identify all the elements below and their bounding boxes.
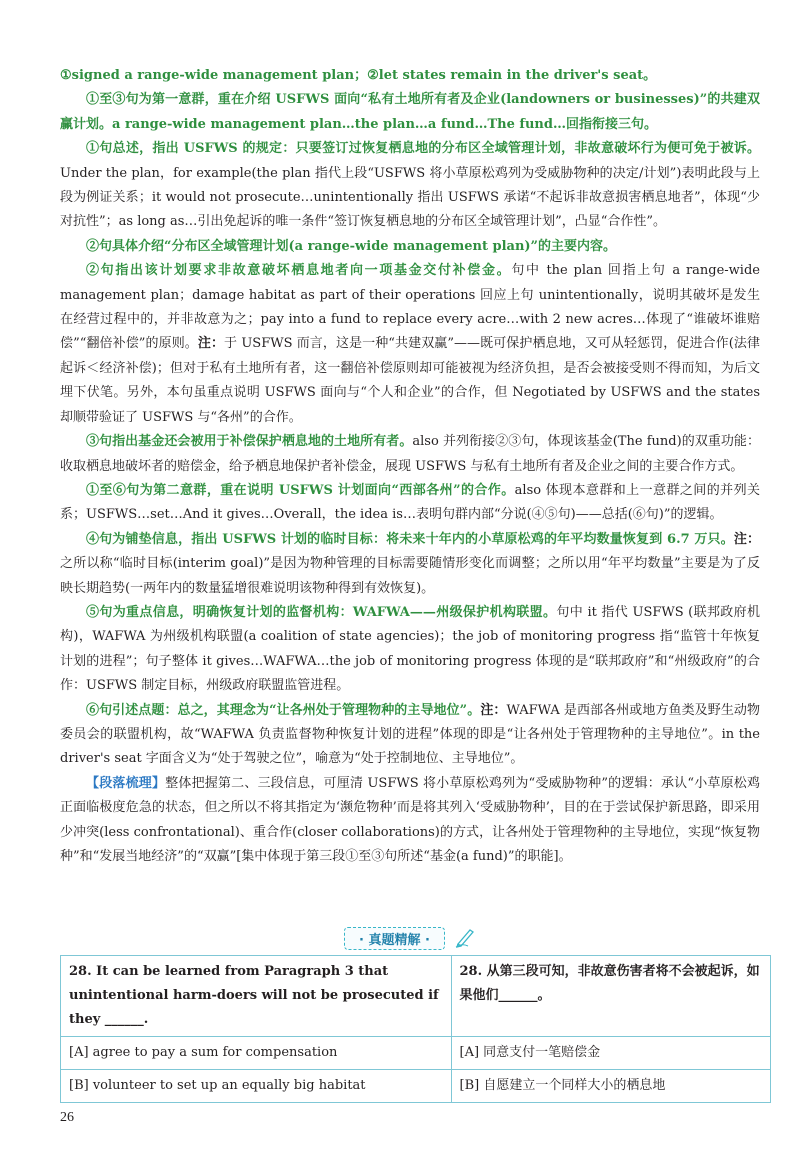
paragraph-keywords: ①signed a range-wide management plan；②let states remain in the driver's seat。 (60, 68, 657, 83)
paragraph-summary: 【段落梳理】整体把握第二、三段信息，可厘清 USFWS 将小草原松鸡列为“受威胁物种”的逻辑：承认“小草原松鸡正面临极度危急的状态，但之所以不将其指定为‘濒危物种’而是将其列入‘受威胁物种’，目的在于尝试保护新思路，即采用少冲突(less confrontational)、重合作(closer collaborations)的方式，让各州处于管理物种的主导地位，实现“恢复物种”和“发展当地经济”的“双赢”[集中体现于第三段①至③句所述“基金(a fund)”的职能]。 (60, 775, 760, 864)
paragraph-s5: ⑤句为重点信息，明确恢复计划的监督机构：WAFWA——州级保护机构联盟。句中 it 指代 USFWS (联邦政府机构)，WAFWA 为州级机构联盟(a coalition of state agencies)；the job of monitoring progress 指“监管十年恢复计划的进程”；句子整体 it gives…WAFWA…the job of monitoring progress 体现的是“联邦政府”和“州级政府”的合作：USFWS 制定目标，州级政府联盟监管进程。 (60, 604, 760, 694)
option-row (61, 1070, 771, 1103)
option-a-cn: [A] 同意支付一笔赔偿金 (451, 1037, 771, 1070)
paragraph-group1-intro: ①至③句为第一意群，重在介绍 USFWS 面向“私有土地所有者及企业(landowners or businesses)”的共建双赢计划。a range-wide management plan…the plan…a fund…The fund…回指衔接三句。 (60, 92, 760, 132)
option-b-en: [B] volunteer to set up an equally big habitat (61, 1070, 452, 1103)
section-title-label: · 真题精解 · (344, 927, 445, 950)
option-row (61, 1037, 771, 1070)
paragraph-s2-intro: ②句具体介绍“分布区全域管理计划(a range-wide management plan)”的主要内容。 (86, 238, 617, 254)
question-stem-cn: 28. 从第三段可知，非故意伤害者将不会被起诉，如果他们______。 (451, 956, 771, 1037)
paragraph-s3: ③句指出基金还会被用于补偿保护栖息地的土地所有者。also 并列衔接②③句，体现该基金(The fund)的双重功能：收取栖息地破坏者的赔偿金，给予栖息地保护者补偿金，展现 USFWS 与私有土地所有者及企业之间的主要合作方式。 (60, 434, 760, 474)
page-number: 26 (60, 1110, 74, 1125)
analysis-text (60, 64, 760, 869)
paragraph-s2: ②句指出该计划要求非故意破坏栖息地者向一项基金交付补偿金。句中 the plan 回指上句 a range-wide management plan；damage habitat as part of their operations 回应上句 unintentionally，说明其破坏是发生在经营过程中的，并非故意为之；pay into a fund to replace every acre…with 2 new acres…体现了“谁破坏谁赔偿”“翻倍补偿”的原则。注：于 USFWS 而言，这是一种“共建双赢”——既可保护栖息地，又可从轻惩罚，促进合作(法律起诉＜经济补偿)；但对于私有土地所有者，这一翻倍补偿原则却可能被视为经济负担，是否会被接受则不得而知，为后文埋下伏笔。另外，本句虽重点说明 USFWS 面向与“个人和企业”的合作，但 Negotiated by USFWS and the states 却顺带验证了 USFWS 与“各州”的合作。 (60, 263, 760, 425)
paragraph-s6: ⑥句引述点题：总之，其理念为“让各州处于管理物种的主导地位”。注：WAFWA 是西部各州或地方鱼类及野生动物委员会的联盟机构，故“WAFWA 负责监督物种恢复计划的进程”体现的即是“让各州处于管理物种的主导地位”。in the driver's seat 字面含义为“处于驾驶之位”，喻意为“处于控制地位、主导地位”。 (60, 702, 760, 767)
paragraph-group2-intro: ①至⑥句为第二意群，重在说明 USFWS 计划面向“西部各州”的合作。also 体现本意群和上一意群之间的并列关系；USFWS…set…And it gives…Overall，the idea is…表明句群内部“分说(④⑤句)——总括(⑥句)”的逻辑。 (60, 482, 760, 523)
question-stem-en: 28. It can be learned from Paragraph 3 that unintentional harm-doers will not be prosecuted if they ______. (61, 956, 452, 1037)
question-table (60, 955, 771, 1103)
question-stem-row (61, 956, 771, 1037)
paragraph-s1: ①句总述，指出 USFWS 的规定：只要签订过恢复栖息地的分布区全域管理计划，非故意破坏行为便可免于被诉。 Under the plan，for example(the plan 指代上段“USFWS 将小草原松鸡列为受威胁物种的决定/计划”)表明此段与上段为例证关系；it would not prosecute…unintentionally 指出 USFWS 承诺“不起诉非故意损害栖息地者”，体现“少对抗性”；as long as…引出免起诉的唯一条件“签订恢复栖息地的分布区全域管理计划”，凸显“合作性”。 (60, 141, 760, 230)
section-title (60, 926, 760, 952)
option-b-cn: [B] 自愿建立一个同样大小的栖息地 (451, 1070, 771, 1103)
pen-icon (454, 926, 476, 952)
paragraph-s4: ④句为铺垫信息，指出 USFWS 计划的临时目标：将未来十年内的小草原松鸡的年平均数量恢复到 6.7 万只。注：之所以称“临时目标(interim goal)”是因为物种管理的目标需要随情形变化而调整；之所以用“年平均数量”主要是为了反映长期趋势(一两年内的数量猛增很难说明该物种得到有效恢复)。 (60, 531, 760, 596)
option-a-en: [A] agree to pay a sum for compensation (61, 1037, 452, 1070)
